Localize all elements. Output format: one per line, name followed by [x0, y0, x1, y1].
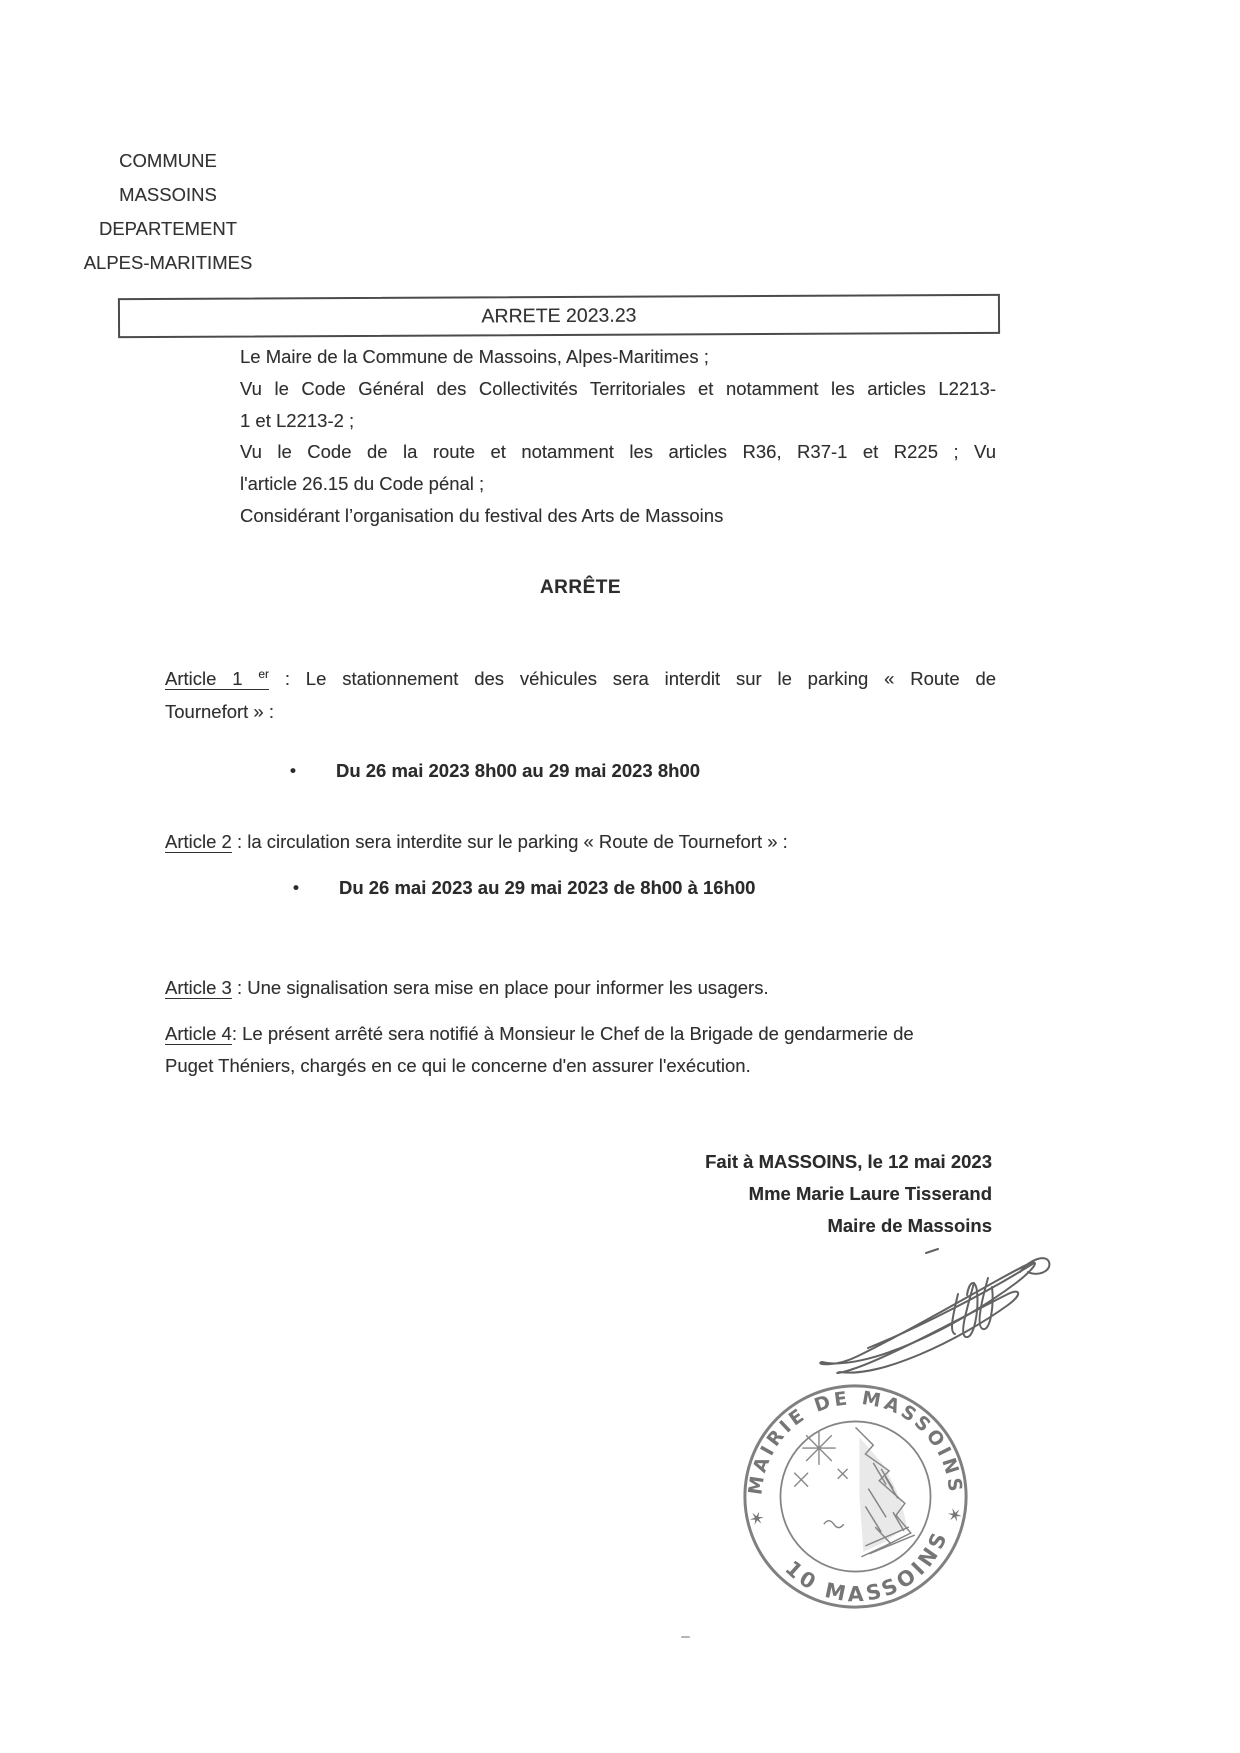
preamble-line: Considérant l’organisation du festival des Arts de Massoins — [240, 504, 724, 526]
article-1-line-2: Tournefort » : — [165, 700, 275, 722]
header-line-commune: COMMUNE — [119, 150, 217, 171]
article-1-label: Article 1 $^{er}$ — [165, 667, 270, 690]
article-4-label: Article 4 — [165, 1023, 232, 1044]
article-4-separator: : — [231, 1023, 243, 1044]
article-1 — [165, 658, 996, 728]
article-4-line-1 — [165, 1018, 996, 1050]
article-1-separator: : — [269, 668, 306, 690]
signatory-name: Mme Marie Laure Tisserand — [748, 1182, 992, 1204]
scan-speck — [681, 1636, 690, 1638]
article-2 — [165, 826, 996, 858]
preamble-line: Le Maire de la Commune de Massoins, Alpes-Maritimes ; — [240, 346, 709, 367]
signatory-title: Maire de Massoins — [827, 1214, 992, 1236]
decree-heading: ARRÊTE — [539, 577, 622, 598]
article-4-text: Le présent arrêté sera notifié à Monsieur le Chef de la Brigade de gendarmerie de — [242, 1023, 914, 1044]
preamble-line: 1 et L2213-2 ; — [240, 409, 355, 431]
mairie-stamp — [737, 1378, 974, 1615]
preamble-line: l'article 26.15 du Code pénal ; — [240, 473, 485, 495]
handwritten-signature — [806, 1242, 1058, 1384]
decree-title: ARRETE 2023.23 — [481, 304, 637, 327]
article-2-label: Article 2 — [165, 831, 232, 852]
preamble — [240, 341, 996, 532]
article-3-separator: : — [231, 977, 248, 998]
header-line-alpes: ALPES-MARITIMES — [83, 252, 253, 273]
header-line-departement: DEPARTEMENT — [98, 218, 238, 239]
bullet-icon: • — [290, 761, 296, 780]
article-3 — [165, 972, 996, 1004]
article-2-separator: : — [231, 831, 248, 852]
article-3-label: Article 3 — [165, 977, 232, 998]
article-4-line-2: Puget Théniers, chargés en ce qui le concerne d'en assurer l'exécution. — [165, 1055, 751, 1077]
stamp-bottom-text: 10 MASSOINS — [780, 1525, 953, 1607]
bullet-item-1 — [290, 760, 700, 782]
made-at-line: Fait à MASSOINS, le 12 mai 2023 — [705, 1151, 992, 1172]
stamp-outer-ring — [745, 1386, 966, 1607]
svg-text:✶ MAIRIE DE MASSOINS ✶ — [745, 1388, 965, 1528]
bullet-item-2 — [293, 877, 755, 899]
signature-loop-2 — [837, 1292, 1018, 1373]
stamp-mountain-emblem — [824, 1427, 915, 1556]
signature-loop-1 — [820, 1262, 1035, 1364]
bullet-2-text: Du 26 mai 2023 au 29 mai 2023 de 8h00 à 16h00 — [338, 877, 756, 898]
stamp-top-text: ✶ MAIRIE DE MASSOINS ✶ — [745, 1388, 966, 1528]
stamp-inner-ring — [780, 1421, 930, 1571]
signature-scribble-3 — [952, 1294, 958, 1334]
preamble-line: Vu le Code Général des Collectivités Territoriales et notamment les articles L2213- — [240, 377, 996, 399]
stamp-star-icon — [794, 1431, 847, 1486]
signature-dash — [926, 1249, 938, 1253]
article-3-text: Une signalisation sera mise en place pour informer les usagers. — [247, 977, 769, 998]
bullet-1-text: Du 26 mai 2023 8h00 au 29 mai 2023 8h00 — [335, 760, 701, 781]
article-1-line-1 — [165, 658, 996, 696]
article-4 — [165, 1018, 996, 1083]
signature-block — [600, 1146, 992, 1241]
article-2-text: la circulation sera interdite sur le parking « Route de Tournefort » : — [247, 831, 788, 852]
header-line-massoins: MASSOINS — [119, 184, 217, 205]
decree-title-box — [118, 294, 1000, 338]
article-1-text: Le stationnement des véhicules sera interdit sur le parking « Route de — [305, 668, 997, 690]
commune-header — [80, 144, 256, 280]
bullet-icon: • — [293, 878, 299, 897]
preamble-line: Vu le Code de la route et notamment les articles R36, R37-1 et R225 ; Vu — [240, 441, 996, 463]
